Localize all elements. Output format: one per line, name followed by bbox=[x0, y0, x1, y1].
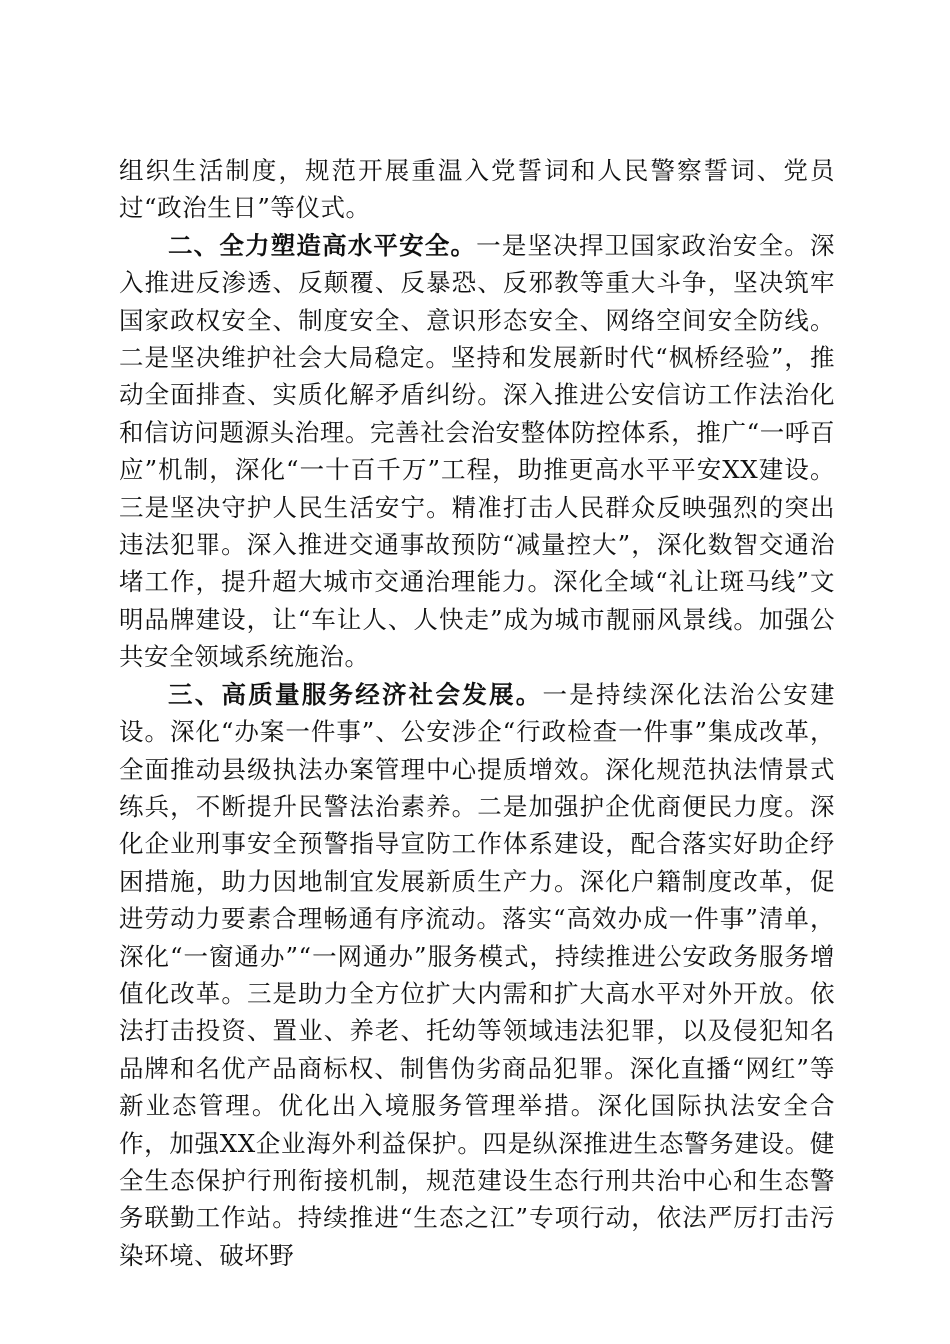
paragraph-security bbox=[119, 227, 835, 676]
paragraph-text: 一是持续深化法治公安建设。深化“办案一件事”、公安涉企“行政检查一件事”集成改革，全面推动县级执法办案管理中心提质增效。深化规范执法情景式练兵，不断提升民警法治素养。二是加强护企优商便民力度。深化企业刑事安全预警指导宣防工作体系建设，配合落实好助企纾困措施，助力因地制宜发展新质生产力。深化户籍制度改革，促进劳动力要素合理畅通有序流动。落实“高效办成一件事”清单，深化“一窗通办”“一网通办”服务模式，持续推进公安政务服务增值化改革。三是助力全方位扩大内需和扩大高水平对外开放。依法打击投资、置业、养老、托幼等领域违法犯罪，以及侵犯知名品牌和名优产品商标权、制售伪劣商品犯罪。深化直播“网红”等新业态管理。优化出入境服务管理举措。深化国际执法安全合作，加强XX企业海外利益保护。四是纵深推进生态警务建设。健全生态保护行刑衔接机制，规范建设生态行刑共治中心和生态警务联勤工作站。持续推进“生态之江”专项行动，依法严厉打击污染环境、破坏野 bbox=[119, 679, 835, 1270]
paragraph-text: 组织生活制度，规范开展重温入党誓词和人民警察誓词、党员过“政治生日”等仪式。 bbox=[119, 156, 835, 223]
paragraph-heading: 三、高质量服务经济社会发展。 bbox=[168, 679, 543, 709]
paragraph-text: 一是坚决捍卫国家政治安全。深入推进反渗透、反颠覆、反暴恐、反邪教等重大斗争，坚决筑牢国家政权安全、制度安全、意识形态安全、网络空间安全防线。二是坚决维护社会大局稳定。坚持和发展新时代“枫桥经验”，推动全面排查、实质化解矛盾纠纷。深入推进公安信访工作法治化和信访问题源头治理。完善社会治安整体防控体系，推广“一呼百应”机制，深化“一十百千万”工程，助推更高水平平安XX建设。三是坚决守护人民生活安宁。精准打击人民群众反映强烈的突出违法犯罪。深入推进交通事故预防“减量控大”，深化数智交通治堵工作，提升超大城市交通治理能力。深化全域“礼让斑马线”文明品牌建设，让“车让人、人快走”成为城市靓丽风景线。加强公共安全领域系统施治。 bbox=[119, 230, 835, 672]
document-body bbox=[119, 152, 835, 1274]
paragraph-continuation bbox=[119, 152, 835, 227]
paragraph-economy bbox=[119, 676, 835, 1275]
paragraph-heading: 二、全力塑造高水平安全。 bbox=[168, 230, 477, 260]
